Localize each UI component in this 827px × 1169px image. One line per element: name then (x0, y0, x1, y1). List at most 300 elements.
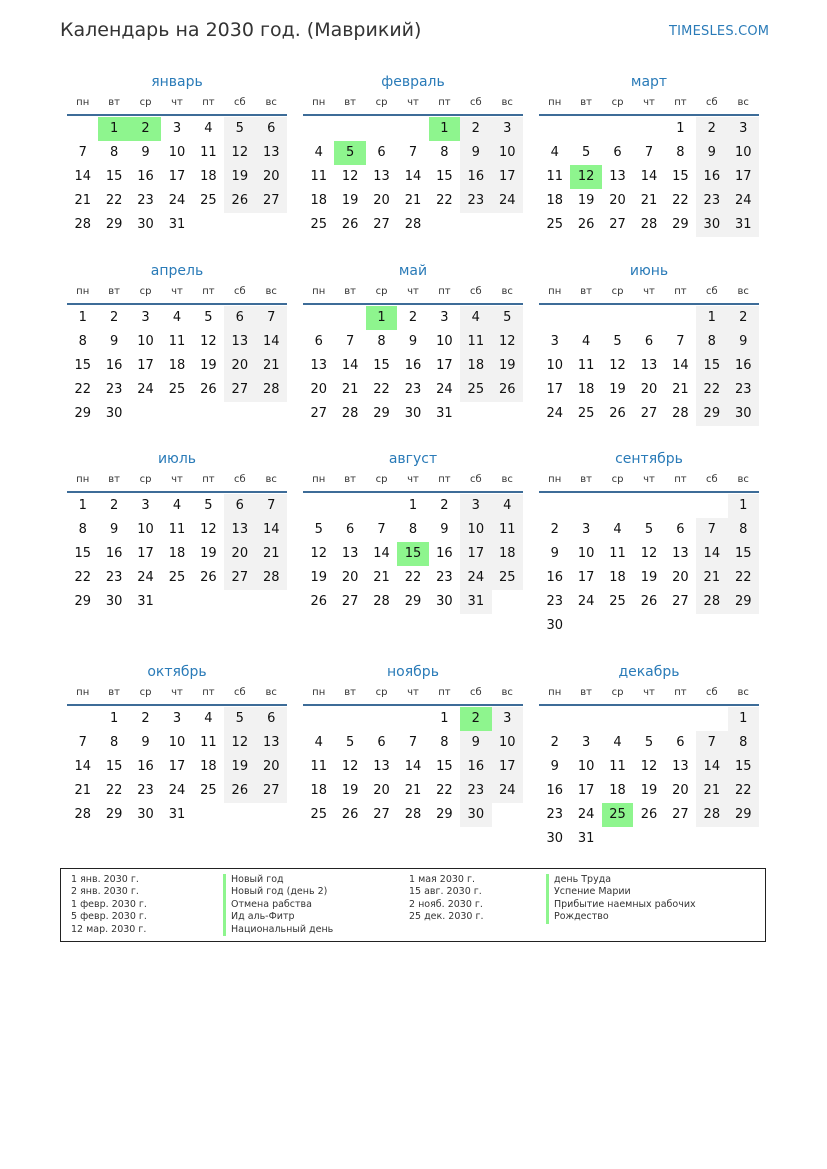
month-name: сентябрь (615, 451, 683, 467)
weekday-label: чт (407, 286, 419, 297)
weekday-label: сб (233, 286, 246, 297)
empty-cell (602, 707, 633, 731)
weekday-label: пн (76, 286, 90, 297)
day-cell: 13 (224, 518, 255, 542)
weekday-label: пн (312, 474, 326, 485)
weekday-label: вт (580, 687, 592, 698)
month-block (539, 73, 759, 237)
weekday-label: пт (674, 97, 687, 108)
day-cell: 17 (577, 570, 595, 585)
day-cell: 11 (609, 759, 626, 774)
empty-cell (696, 707, 727, 731)
day-cell: 28 (640, 217, 658, 232)
weekday-label: сб (469, 97, 482, 108)
day-cell: 6 (377, 735, 386, 750)
day-cell: 8 (377, 334, 386, 349)
empty-cell (570, 494, 601, 518)
day-cell: 14 (256, 518, 287, 542)
empty-cell (67, 707, 98, 731)
day-cell: 31 (577, 831, 595, 846)
day-cell: 14 (341, 358, 359, 373)
day-cell: 11 (200, 735, 217, 750)
day-cell: 16 (436, 546, 453, 561)
day-cell: 2 (728, 306, 759, 330)
day-cell: 16 (546, 570, 563, 585)
day-cell: 10 (168, 145, 186, 160)
day-cell: 7 (256, 306, 287, 330)
empty-cell (539, 494, 570, 518)
day-cell: 13 (224, 330, 255, 354)
day-cell: 14 (404, 169, 422, 184)
weekday-header (67, 95, 287, 116)
holiday-day-cell: 2 (130, 117, 161, 141)
day-cell: 17 (137, 546, 154, 561)
day-cell: 27 (256, 189, 287, 213)
weekday-label: пт (674, 286, 687, 297)
page-title: Календарь на 2030 год. (Маврикий) (60, 19, 422, 41)
weekday-label: чт (407, 687, 419, 698)
month-name: июль (157, 451, 197, 467)
day-cell: 11 (460, 330, 491, 354)
day-cell: 27 (672, 594, 689, 609)
day-cell: 24 (168, 193, 186, 208)
day-cell: 28 (256, 566, 287, 590)
month-block (539, 450, 759, 638)
weekday-label: чт (643, 97, 655, 108)
day-cell: 6 (345, 522, 355, 537)
day-cell: 17 (436, 358, 453, 373)
day-cell: 23 (105, 570, 123, 585)
day-cell: 18 (200, 759, 217, 774)
day-cell: 30 (404, 406, 422, 421)
day-cell: 17 (492, 755, 523, 779)
day-cell: 13 (672, 546, 689, 561)
day-cell: 24 (577, 807, 595, 822)
day-cell: 8 (676, 145, 685, 160)
day-cell: 5 (613, 334, 622, 349)
legend-names-right (546, 874, 696, 924)
month-name: август (388, 451, 438, 467)
empty-cell (334, 306, 365, 330)
day-cell: 21 (672, 382, 689, 397)
weekday-label: вс (737, 97, 749, 108)
legend-holiday-name: Рождество (546, 911, 696, 923)
weekday-label: сб (705, 474, 718, 485)
legend-holiday-name: Успение Марии (546, 886, 696, 898)
day-grid (303, 493, 523, 614)
weekday-label: пн (548, 474, 562, 485)
weekday-label: сб (233, 687, 246, 698)
day-cell: 21 (256, 354, 287, 378)
day-cell: 17 (546, 382, 563, 397)
day-cell: 24 (728, 189, 759, 213)
day-cell: 9 (440, 522, 449, 537)
weekday-label: ср (375, 286, 388, 297)
day-cell: 18 (168, 546, 186, 561)
day-cell: 8 (440, 735, 449, 750)
day-cell: 15 (672, 169, 689, 184)
day-cell: 6 (224, 306, 255, 330)
day-cell: 1 (728, 707, 759, 731)
day-cell: 13 (609, 169, 626, 184)
empty-cell (539, 306, 570, 330)
weekday-label: ср (139, 286, 152, 297)
day-cell: 15 (105, 759, 123, 774)
day-cell: 18 (200, 169, 217, 184)
day-cell: 20 (224, 542, 255, 566)
day-cell: 21 (256, 542, 287, 566)
day-cell: 4 (172, 498, 182, 513)
day-cell: 9 (408, 334, 418, 349)
day-cell: 1 (109, 711, 119, 726)
empty-cell (633, 494, 664, 518)
day-cell: 4 (314, 145, 323, 160)
weekday-label: сб (233, 97, 246, 108)
day-cell: 27 (609, 217, 626, 232)
day-cell: 22 (436, 783, 453, 798)
day-cell: 21 (696, 566, 727, 590)
day-cell: 26 (310, 594, 327, 609)
day-cell: 20 (672, 570, 689, 585)
empty-cell (665, 494, 696, 518)
day-cell: 9 (550, 546, 559, 561)
weekday-label: вт (580, 474, 592, 485)
day-cell: 25 (168, 382, 186, 397)
day-cell: 27 (224, 566, 255, 590)
day-cell: 16 (137, 169, 154, 184)
day-cell: 2 (550, 522, 559, 537)
day-cell: 30 (460, 803, 491, 827)
day-cell: 16 (137, 759, 154, 774)
weekday-label: чт (171, 474, 183, 485)
month-block (303, 663, 523, 827)
weekday-header (67, 685, 287, 706)
day-cell: 18 (310, 783, 327, 798)
day-cell: 4 (314, 735, 323, 750)
day-grid (67, 116, 287, 237)
legend-holiday-name: Национальный день (223, 924, 333, 936)
day-grid (67, 493, 287, 614)
weekday-label: пт (202, 97, 215, 108)
day-cell: 19 (310, 570, 327, 585)
holiday-day-cell: 1 (366, 306, 397, 330)
day-cell: 6 (314, 334, 323, 349)
day-cell: 5 (581, 145, 591, 160)
day-cell: 3 (172, 121, 182, 136)
day-cell: 31 (460, 590, 491, 614)
day-cell: 18 (168, 358, 186, 373)
weekday-header (67, 284, 287, 305)
month-block (67, 73, 287, 237)
day-cell: 7 (676, 334, 685, 349)
day-cell: 13 (640, 358, 658, 373)
day-cell: 9 (728, 330, 759, 354)
weekday-header (539, 685, 759, 706)
day-cell: 27 (341, 594, 359, 609)
weekday-label: чт (171, 286, 183, 297)
weekday-label: пн (312, 687, 326, 698)
day-cell: 1 (78, 498, 87, 513)
day-cell: 20 (373, 783, 390, 798)
day-cell: 8 (440, 145, 449, 160)
month-block (303, 73, 523, 237)
weekday-label: ср (611, 97, 624, 108)
legend-date: 25 дек. 2030 г. (409, 911, 484, 923)
weekday-label: ср (139, 687, 152, 698)
weekday-label: ср (375, 474, 388, 485)
day-cell: 6 (676, 735, 685, 750)
legend-date: 15 авг. 2030 г. (409, 886, 482, 898)
day-cell: 15 (436, 169, 453, 184)
day-cell: 14 (256, 330, 287, 354)
day-cell: 25 (200, 783, 217, 798)
day-cell: 28 (341, 406, 359, 421)
day-cell: 15 (74, 358, 91, 373)
day-cell: 4 (204, 121, 213, 136)
weekday-label: ср (375, 687, 388, 698)
weekday-header (539, 95, 759, 116)
day-cell: 5 (224, 117, 255, 141)
weekday-label: вс (265, 97, 277, 108)
day-cell: 26 (224, 189, 255, 213)
empty-cell (570, 306, 601, 330)
day-cell: 21 (341, 382, 359, 397)
day-cell: 11 (200, 145, 217, 160)
weekday-label: пн (548, 687, 562, 698)
day-cell: 28 (696, 803, 727, 827)
day-cell: 22 (436, 193, 453, 208)
empty-cell (366, 117, 397, 141)
empty-cell (696, 494, 727, 518)
legend-date: 12 мар. 2030 г. (71, 923, 147, 935)
day-cell: 27 (256, 779, 287, 803)
weekday-label: сб (705, 286, 718, 297)
day-cell: 19 (200, 358, 217, 373)
brand-link[interactable]: TIMESLES.COM (669, 24, 770, 39)
day-cell: 24 (137, 382, 154, 397)
day-cell: 4 (172, 310, 182, 325)
day-cell: 21 (373, 570, 390, 585)
day-cell: 14 (696, 542, 727, 566)
weekday-label: пн (312, 286, 326, 297)
weekday-label: вт (344, 286, 356, 297)
legend-date: 1 февр. 2030 г. (71, 898, 147, 910)
empty-cell (539, 117, 570, 141)
day-cell: 2 (440, 498, 449, 513)
day-cell: 15 (373, 358, 390, 373)
day-cell: 3 (550, 334, 559, 349)
legend-date: 2 янв. 2030 г. (71, 886, 139, 898)
day-cell: 13 (256, 731, 287, 755)
day-cell: 10 (460, 518, 491, 542)
day-cell: 7 (696, 731, 727, 755)
month-name: май (398, 263, 428, 279)
day-cell: 10 (728, 141, 759, 165)
weekday-label: чт (407, 474, 419, 485)
day-cell: 17 (137, 358, 154, 373)
empty-cell (303, 117, 334, 141)
weekday-label: вс (737, 687, 749, 698)
day-cell: 12 (640, 546, 658, 561)
weekday-label: пн (312, 97, 326, 108)
weekday-label: ср (611, 474, 624, 485)
day-cell: 15 (728, 755, 759, 779)
day-cell: 3 (581, 735, 591, 750)
day-cell: 23 (137, 193, 154, 208)
day-cell: 1 (728, 494, 759, 518)
month-block (67, 450, 287, 614)
weekday-label: сб (469, 687, 482, 698)
day-cell: 28 (404, 217, 422, 232)
day-cell: 9 (109, 522, 119, 537)
day-cell: 31 (168, 217, 186, 232)
day-cell: 26 (224, 779, 255, 803)
day-cell: 27 (224, 378, 255, 402)
weekday-header (67, 472, 287, 493)
empty-cell (303, 306, 334, 330)
day-cell: 26 (341, 217, 359, 232)
day-cell: 14 (672, 358, 689, 373)
weekday-label: пт (674, 474, 687, 485)
legend-holiday-name: Ид аль-Фитр (223, 911, 333, 923)
holiday-legend (60, 868, 766, 942)
day-cell: 14 (74, 169, 91, 184)
day-cell: 3 (172, 711, 182, 726)
day-grid (539, 116, 759, 237)
day-cell: 17 (168, 759, 186, 774)
day-cell: 2 (460, 117, 491, 141)
month-block (539, 262, 759, 426)
day-cell: 10 (436, 334, 453, 349)
day-cell: 8 (408, 522, 418, 537)
weekday-label: вт (580, 286, 592, 297)
weekday-label: чт (643, 474, 655, 485)
weekday-label: ср (375, 97, 388, 108)
weekday-header (303, 284, 523, 305)
empty-cell (397, 707, 428, 731)
day-cell: 12 (341, 169, 359, 184)
day-cell: 5 (204, 498, 213, 513)
day-cell: 30 (137, 217, 154, 232)
day-cell: 11 (577, 358, 595, 373)
weekday-label: пт (438, 97, 451, 108)
day-cell: 8 (109, 145, 119, 160)
day-cell: 4 (613, 735, 622, 750)
weekday-label: вс (737, 286, 749, 297)
day-cell: 26 (200, 382, 217, 397)
day-cell: 8 (78, 334, 87, 349)
empty-cell (633, 306, 664, 330)
day-cell: 9 (141, 735, 150, 750)
weekday-label: вт (108, 474, 120, 485)
day-cell: 19 (224, 755, 255, 779)
weekday-label: вс (501, 286, 513, 297)
weekday-label: вс (501, 687, 513, 698)
day-cell: 18 (310, 193, 327, 208)
day-cell: 16 (546, 783, 563, 798)
day-cell: 15 (696, 354, 727, 378)
day-cell: 22 (74, 570, 91, 585)
day-cell: 9 (109, 334, 119, 349)
month-block (539, 663, 759, 851)
weekday-label: ср (611, 286, 624, 297)
day-cell: 7 (377, 522, 386, 537)
day-cell: 23 (436, 570, 453, 585)
day-grid (303, 706, 523, 827)
day-cell: 22 (74, 382, 91, 397)
day-cell: 14 (640, 169, 658, 184)
weekday-label: вт (580, 97, 592, 108)
empty-cell (366, 707, 397, 731)
day-cell: 10 (577, 546, 595, 561)
day-cell: 11 (310, 759, 327, 774)
weekday-label: вт (344, 687, 356, 698)
day-cell: 30 (546, 831, 563, 846)
weekday-label: пн (548, 97, 562, 108)
day-cell: 29 (696, 402, 727, 426)
day-cell: 25 (460, 378, 491, 402)
day-cell: 12 (310, 546, 327, 561)
day-cell: 17 (168, 169, 186, 184)
day-cell: 26 (200, 570, 217, 585)
day-cell: 16 (460, 755, 491, 779)
day-cell: 7 (408, 145, 418, 160)
day-cell: 29 (373, 406, 390, 421)
day-cell: 19 (609, 382, 626, 397)
weekday-label: сб (469, 474, 482, 485)
day-cell: 19 (200, 546, 217, 561)
day-grid (539, 493, 759, 638)
day-cell: 22 (696, 378, 727, 402)
day-cell: 5 (644, 522, 654, 537)
month-name: апрель (150, 263, 204, 279)
weekday-header (303, 472, 523, 493)
day-cell: 24 (492, 779, 523, 803)
holiday-day-cell: 2 (460, 707, 491, 731)
day-cell: 24 (137, 570, 154, 585)
day-cell: 10 (492, 731, 523, 755)
day-cell: 5 (644, 735, 654, 750)
day-cell: 20 (256, 755, 287, 779)
day-cell: 25 (200, 193, 217, 208)
day-cell: 30 (105, 594, 123, 609)
weekday-label: пт (202, 286, 215, 297)
day-cell: 19 (577, 193, 595, 208)
day-cell: 10 (137, 334, 154, 349)
day-cell: 7 (696, 518, 727, 542)
day-cell: 25 (609, 594, 626, 609)
day-cell: 30 (105, 406, 123, 421)
day-cell: 8 (109, 735, 119, 750)
day-cell: 10 (492, 141, 523, 165)
day-cell: 11 (310, 169, 327, 184)
month-block (303, 450, 523, 614)
weekday-label: вс (265, 687, 277, 698)
day-cell: 7 (256, 494, 287, 518)
day-cell: 27 (640, 406, 658, 421)
day-cell: 12 (200, 334, 217, 349)
day-cell: 19 (224, 165, 255, 189)
day-cell: 5 (224, 707, 255, 731)
legend-holiday-name: Отмена рабства (223, 899, 333, 911)
day-cell: 13 (310, 358, 327, 373)
day-cell: 26 (640, 594, 658, 609)
weekday-label: вс (501, 474, 513, 485)
weekday-label: пт (674, 687, 687, 698)
day-cell: 29 (728, 803, 759, 827)
day-cell: 17 (728, 165, 759, 189)
day-cell: 2 (550, 735, 559, 750)
